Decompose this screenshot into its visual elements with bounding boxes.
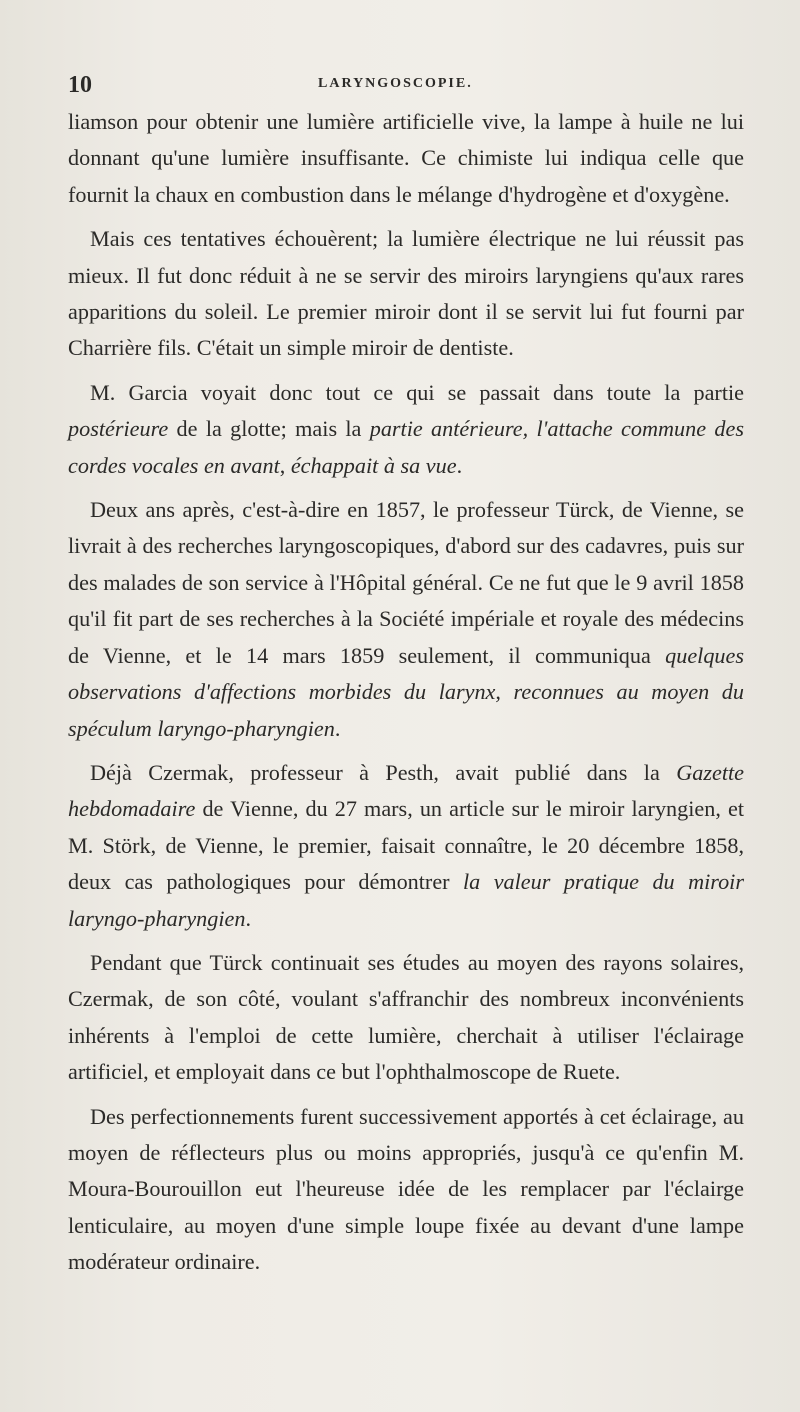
- italic-text: Gazette hebdomadaire: [68, 759, 744, 822]
- page-header: [68, 70, 740, 100]
- paragraph-text: .: [456, 452, 463, 478]
- paragraph-7: [68, 1099, 744, 1281]
- paragraph-text: ,: [279, 452, 291, 478]
- running-head: LARYNGOSCOPIE.: [318, 76, 473, 91]
- paragraph-text: liamson pour obtenir une lumière artificielle vive, la lampe à huile ne lui donnant qu'une lumière insuffisante. Ce chimiste lui indiqua celle que fournit la chaux en combustion dans le mélange d'hydrogène et d'oxygène.: [68, 109, 744, 207]
- paragraph-2: [68, 221, 744, 367]
- italic-text: partie antérieure, l'attache commune des cordes vocales en avant: [68, 416, 744, 478]
- paragraph-text: Déjà Czermak, professeur à Pesth, avait publié dans la: [90, 759, 677, 785]
- paragraph-text: Des perfectionnements furent successivement apportés à cet éclairage, au moyen de réflecteurs plus ou moins appropriés, jusqu'à ce qu'enfin M. Moura-Bourouillon eut l'heureuse idée de les remplacer par l'éclairge lenticulaire, au moyen d'une simple loupe fixée au devant d'une lampe modérateur ordinaire.: [68, 1103, 744, 1275]
- paragraph-text: .: [245, 905, 252, 931]
- paragraph-6: [68, 945, 744, 1091]
- paragraph-text: de la glotte; mais la: [168, 416, 370, 442]
- paragraph-text: Deux ans après, c'est-à-dire en 1857, le professeur Türck, de Vienne, se livrait à des recherches laryngoscopiques, d'abord sur des cadavres, puis sur des malades de son service à l'Hôpital général. Ce ne fut que le 9 avril 1858 qu'il fit part de ses recherches à la Société impériale et royale des médecins de Vienne, et le 14 mars 1859 seulement, il communiqua: [68, 497, 744, 668]
- italic-text: quelques observations d'affections morbides du larynx, reconnues au moyen du spéculum laryngo-pharyngien: [68, 642, 744, 741]
- paragraph-4: [68, 492, 744, 747]
- paragraph-1: [68, 104, 744, 213]
- paragraph-3: [68, 375, 744, 484]
- italic-text: la valeur pratique du miroir laryngo-pharyngien: [68, 869, 744, 931]
- paragraph-text: Mais ces tentatives échouèrent; la lumière électrique ne lui réussit pas mieux. Il fut donc réduit à ne se servir des miroirs laryngiens qu'aux rares apparitions du soleil. Le premier miroir dont il se servit lui fut fourni par Charrière fils. C'était un simple miroir de dentiste.: [68, 226, 744, 361]
- paragraph-5: [68, 755, 744, 937]
- paragraph-text: M. Garcia voyait donc tout ce qui se passait dans toute la partie: [90, 379, 744, 405]
- paragraph-text: .: [334, 715, 341, 741]
- paragraph-text: Pendant que Türck continuait ses études au moyen des rayons solaires, Czermak, de son côté, voulant s'affranchir des nombreux inconvénients inhérents à l'emploi de cette lumière, cherchait à utiliser l'éclairage artificiel, et employait dans ce but l'ophthalmoscope de Ruete.: [68, 949, 744, 1085]
- italic-text: échappait à sa vue: [290, 452, 457, 478]
- paragraph-text: de Vienne, du 27 mars, un article sur le miroir laryngien, et M. Störk, de Vienne, le premier, faisait connaître, le 20 décembre 1858, deux cas pathologiques pour démontrer: [68, 796, 744, 895]
- italic-text: postérieure: [68, 416, 169, 442]
- page-number: 10: [68, 72, 92, 98]
- page-body: [68, 104, 744, 1289]
